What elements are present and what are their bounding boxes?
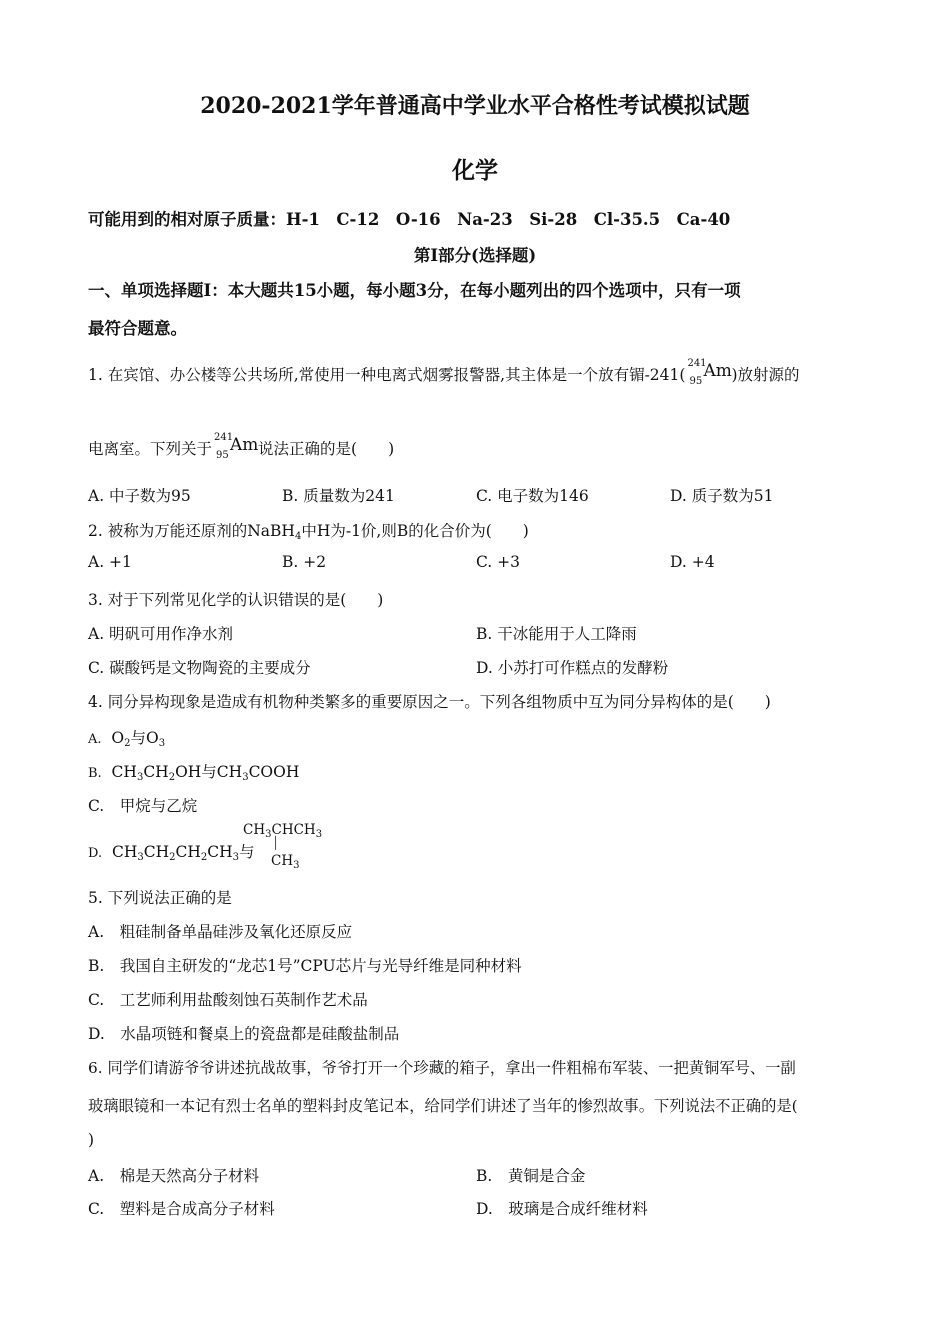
nuclide-atomic-number: 95 [689,376,703,387]
q2-option-d[interactable]: D. +4 [670,553,715,571]
formula-part: CH [175,843,201,861]
subscript: 3 [293,860,300,871]
q1-option-d[interactable]: D. 质子数为51 [670,487,774,505]
formula-part: CH [271,853,294,869]
formula-part: OH与CH [175,763,243,781]
formula-part: COOH [248,763,300,781]
formula-part: CH [207,843,233,861]
subscript: 2 [124,738,131,749]
subscript: 3 [137,852,144,863]
q2-text-post: 中H为-1价,则B的化合价为( ) [301,522,529,540]
subscript: 3 [315,829,323,840]
q1-line2-post: 说法正确的是( ) [258,440,395,458]
question-3-stem: 3. 对于下列常见化学的认识错误的是( ) [88,591,384,609]
subscript: 3 [232,852,240,863]
formula-part: CH [111,843,138,861]
question-6-line3: ) [88,1131,95,1149]
subscript: 3 [242,772,249,783]
q2-option-a[interactable]: A. +1 [88,553,132,571]
q4-option-b[interactable] [88,760,299,783]
isobutane-structure-top [243,822,322,840]
q5-option-b[interactable]: B. 我国自主研发的“龙芯1号”CPU芯片与光导纤维是同种材料 [88,957,522,975]
formula-part: CHCH [271,822,316,838]
q4-a-text: O [111,729,125,747]
q4-option-a[interactable] [88,726,165,749]
q5-option-c[interactable]: C. 工艺师利用盐酸刻蚀石英制作艺术品 [88,991,368,1009]
question-4-stem: 4. 同分异构现象是造成有机物种类繁多的重要原因之一。下列各组物质中互为同分异构体的是( ) [88,693,771,711]
q3-option-d[interactable]: D. 小苏打可作糕点的发酵粉 [476,659,669,677]
q1-text-pre: 1. 在宾馆、办公楼等公共场所,常使用一种电离式烟雾报警器,其主体是一个放有镅-241( [88,366,686,384]
formula-part: CH [111,763,137,781]
formula-part: CH [243,822,266,838]
nuclide-atomic-number: 95 [216,450,229,461]
nuclide-symbol: Am [703,361,732,381]
q4-option-d[interactable] [88,840,255,863]
subscript: 2 [168,772,176,783]
question-1-line2 [88,432,395,462]
q6-option-a[interactable]: A. 棉是天然高分子材料 [88,1167,260,1185]
question-2-stem [88,519,529,542]
page-title: 2020-2021学年普通高中学业水平合格性考试模拟试题 [200,93,750,119]
isobutane-structure-bottom [271,853,299,871]
part-heading: 第I部分(选择题) [413,246,537,265]
q6-option-d[interactable]: D. 玻璃是合成纤维材料 [476,1200,648,1218]
nuclide-mass-number: 241 [687,358,707,369]
q2-option-c[interactable]: C. +3 [476,553,521,571]
formula-part: CH [143,843,170,861]
q4-a-text: 与O [130,729,159,747]
q6-option-b[interactable]: B. 黄铜是合金 [476,1167,586,1185]
am241-nuclide [685,358,732,388]
q3-option-c[interactable]: C. 碳酸钙是文物陶瓷的主要成分 [88,659,311,677]
q1-option-b[interactable]: B. 质量数为241 [282,487,395,505]
q4-d-label: D. [88,846,103,861]
question-5-stem: 5. 下列说法正确的是 [88,889,232,907]
subscript: 2 [200,852,208,863]
q1-text-post: )放射源的 [731,366,800,384]
nuclide-symbol: Am [230,435,259,455]
question-6-line1: 6. 同学们请游爷爷讲述抗战故事，爷爷打开一个珍藏的箱子，拿出一件粗棉布军装、一把黄铜军号、一副 [88,1059,796,1077]
nuclide-mass-number: 241 [214,432,234,443]
atomic-masses: 可能用到的相对原子质量：H-1 C-12 O-16 Na-23 Si-28 Cl-35.5 Ca-40 [88,210,731,229]
q2-text-pre: 2. 被称为万能还原剂的NaBH [88,522,295,540]
q1-option-a[interactable]: A. 中子数为95 [88,487,191,505]
subscript: 2 [169,852,176,863]
q4-b-label: B. [88,766,102,781]
subscript: 3 [158,738,166,749]
subscript: 3 [136,772,144,783]
question-1-stem [88,358,800,388]
isobutane-bond: │ [272,836,280,850]
q4-option-c[interactable]: C. 甲烷与乙烷 [88,797,198,815]
formula-part: CH [143,763,169,781]
q5-option-d[interactable]: D. 水晶项链和餐桌上的瓷盘都是硅酸盐制品 [88,1025,400,1043]
q3-option-a[interactable]: A. 明矾可用作净水剂 [88,625,234,643]
section-heading-line2: 最符合题意。 [88,319,187,338]
q2-option-b[interactable]: B. +2 [282,553,327,571]
formula-part: 与 [239,843,255,861]
subscript: 3 [265,829,272,840]
q2-subscript: 4 [294,531,302,542]
section-heading-line1: 一、单项选择题I：本大题共15小题，每小题3分，在每小题列出的四个选项中，只有一项 [88,281,741,300]
q1-option-c[interactable]: C. 电子数为146 [476,487,589,505]
am241-nuclide-2 [212,432,259,462]
q5-option-a[interactable]: A. 粗硅制备单晶硅涉及氧化还原反应 [88,923,353,941]
q6-option-c[interactable]: C. 塑料是合成高分子材料 [88,1200,275,1218]
q3-option-b[interactable]: B. 干冰能用于人工降雨 [476,625,637,643]
subject-title: 化学 [452,157,498,184]
q1-line2-pre: 电离室。下列关于 [88,440,213,458]
q4-a-label: A. [88,732,102,747]
question-6-line2: 玻璃眼镜和一本记有烈士名单的塑料封皮笔记本，给同学们讲述了当年的惨烈故事。下列说法不正确的是( [88,1097,798,1115]
